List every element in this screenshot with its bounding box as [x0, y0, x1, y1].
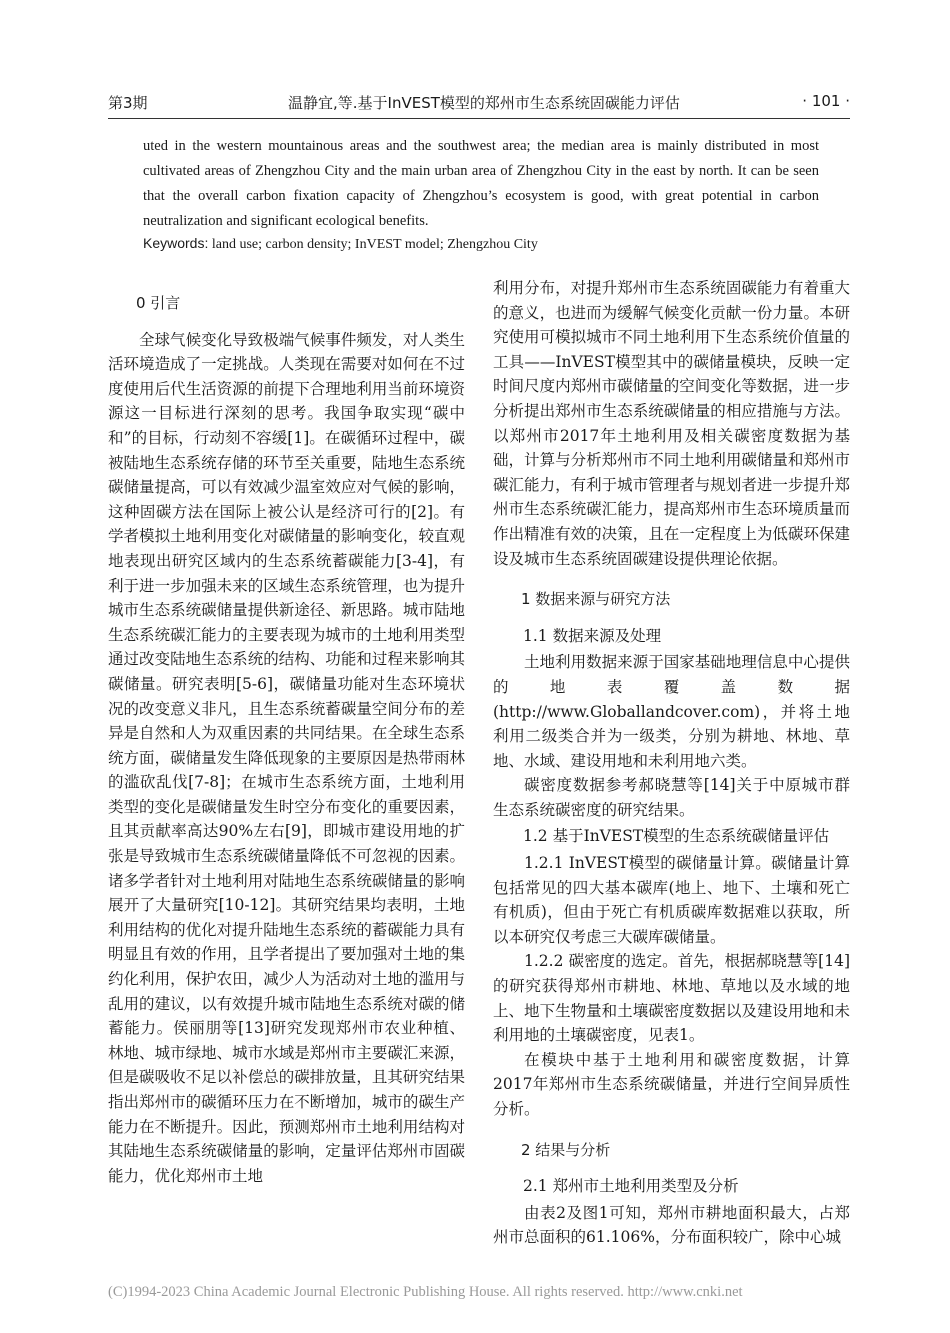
body-paragraph: 1.2.2 碳密度的选定。首先，根据郝晓慧等[14]的研究获得郑州市耕地、林地、草地以及水域的地上、地下生物量和土壤碳密度数据以及建设用地和未利用地的土壤碳密度，见表1。: [493, 952, 850, 1045]
issue-number: 第3期: [108, 94, 148, 112]
keywords-line: [143, 232, 819, 256]
section-heading-results: 2 结果与分析: [521, 1140, 611, 1159]
abstract-text: uted in the western mountainous areas and the southwest area; the median area is mainly distributed in most cultivated areas of Zhengzhou City and the main urban area of Zhengzhou City in the east by north. It can be seen that the overall carbon fixation capacity of Zhengzhou’s ecosystem is good, with great potential in carbon neutralization and significant ecological benefits.: [143, 138, 819, 229]
section-heading-introduction: 0 引言: [136, 294, 181, 312]
body-paragraph: 1.2.1 InVEST模型的碳储量计算。碳储量计算包括常见的四大基本碳库(地上、地下、土壤和死亡有机质)，但由于死亡有机质碳库数据难以获取，所以本研究仅考虑三大碳库碳储量。: [493, 854, 850, 946]
body-paragraph: 土地利用数据来源于国家基础地理信息中心提供的地表覆盖数据(http://www.Globallandcover.com)，并将土地利用二级类合并为一级类，分别为耕地、林地、草地、水域、建设用地和未利用地六类。: [493, 653, 850, 770]
subsection-heading: 1.1 数据来源及处理: [523, 626, 662, 645]
keywords-text: land use; carbon density; InVEST model; Zhengzhou City: [208, 237, 538, 252]
english-abstract: [143, 134, 819, 234]
section-heading-data-methods: 1 数据来源与研究方法: [521, 590, 671, 609]
body-paragraph: 全球气候变化导致极端气候事件频发，对人类生活环境造成了一定挑战。人类现在需要对如何在不过度使用后代生活资源的前提下合理地利用当前环境资源这一目标进行深刻的思考。我国争取实现“碳中和”的目标，行动刻不容缓[1]。在碳循环过程中，碳被陆地生态系统存储的环节至关重要，陆地生态系统碳储量提高，可以有效减少温室效应对气候的影响，这种固碳方法在国际上被公认是经济可行的[2]。有学者模拟土地利用变化对碳储量的影响变化，较直观地表现出研究区域内的生态系统蓄碳能力[3-4]，有利于进一步加强未来的区域生态系统管理，也为提升城市生态系统碳储量提供新途径、新思路。城市陆地生态系统碳汇能力的主要表现为城市的土地利用类型通过改变陆地生态系统的结构、功能和过程来影响其碳储量。研究表明[5-6]，碳储量功能对生态环境状况的改变意义非凡，且生态系统蓄碳量空间分布的差异是自然和人为双重因素的共同结果。在全球生态系统方面，碳储量发生降低现象的主要原因是热带雨林的滥砍乱伐[7-8]；在城市生态系统方面，土地利用类型的变化是碳储量发生时空分布变化的重要因素，且其贡献率高达90%左右[9]，即城市建设用地的扩张是导致城市生态系统碳储量降低不可忽视的因素。诸多学者针对土地利用对陆地生态系统碳储量的影响展开了大量研究[10-12]。其研究结果均表明，土地利用结构的优化对提升陆地生态系统的蓄碳能力具有明显且有效的作用，且学者提出了要加强对土地的集约化利用，保护农田，减少人为活动对土地的滥用与乱用的建议，以有效提升城市陆地生态系统对碳的储蓄能力。侯丽朋等[13]研究发现郑州市农业种植、林地、城市绿地、城市水域是郑州市主要碳汇来源，但是碳吸收不足以补偿总的碳排放量，且其研究结果指出郑州市的碳循环压力在不断增加，城市的碳生产能力在不断提升。因此，预测郑州市土地利用结构对其陆地生态系统碳储量的影响，定量评估郑州市固碳能力，优化郑州市土地: [108, 330, 465, 1185]
copyright-footer: (C)1994-2023 China Academic Journal Electronic Publishing House. All rights reserved. http://www.cnki.net: [108, 1284, 743, 1300]
running-header: [108, 92, 850, 114]
page-number: · 101 ·: [802, 92, 850, 110]
subsection-heading: 1.2 基于InVEST模型的生态系统碳储量评估: [523, 827, 830, 846]
body-paragraph: 碳密度数据参考郝晓慧等[14]关于中原城市群生态系统碳密度的研究结果。: [493, 776, 850, 819]
body-paragraph: 由表2及图1可知，郑州市耕地面积最大，占郑州市总面积的61.106%，分布面积较广，除中心城: [493, 1203, 850, 1247]
running-title: 温静宜,等.基于InVEST模型的郑州市生态系统固碳能力评估: [288, 94, 680, 112]
keywords-label: Keywords:: [143, 235, 209, 251]
subsection-heading: 2.1 郑州市土地利用类型及分析: [523, 1177, 739, 1196]
header-divider: [108, 118, 850, 119]
right-column: [493, 276, 850, 1250]
body-paragraph: 利用分布，对提升郑州市生态系统固碳能力有着重大的意义，也进而为缓解气候变化贡献一份力量。本研究使用可模拟城市不同土地利用下生态系统价值量的工具——InVEST模型其中的碳储量模块，反映一定时间尺度内郑州市碳储量的空间变化等数据，进一步分析提出郑州市生态系统碳储量的相应措施与方法。以郑州市2017年土地利用及相关碳密度数据为基础，计算与分析郑州市不同土地利用碳储量和郑州市碳汇能力，有利于城市管理者与规划者进一步提升郑州市生态系统碳汇能力，提高郑州市生态环境质量而作出精准有效的决策，且在一定程度上为低碳环保建设及城市生态系统固碳建设提供理论依据。: [493, 279, 850, 568]
body-paragraph: 在模块中基于土地利用和碳密度数据，计算2017年郑州市生态系统碳储量，并进行空间异质性分析。: [493, 1050, 850, 1118]
left-column: [108, 285, 465, 1188]
